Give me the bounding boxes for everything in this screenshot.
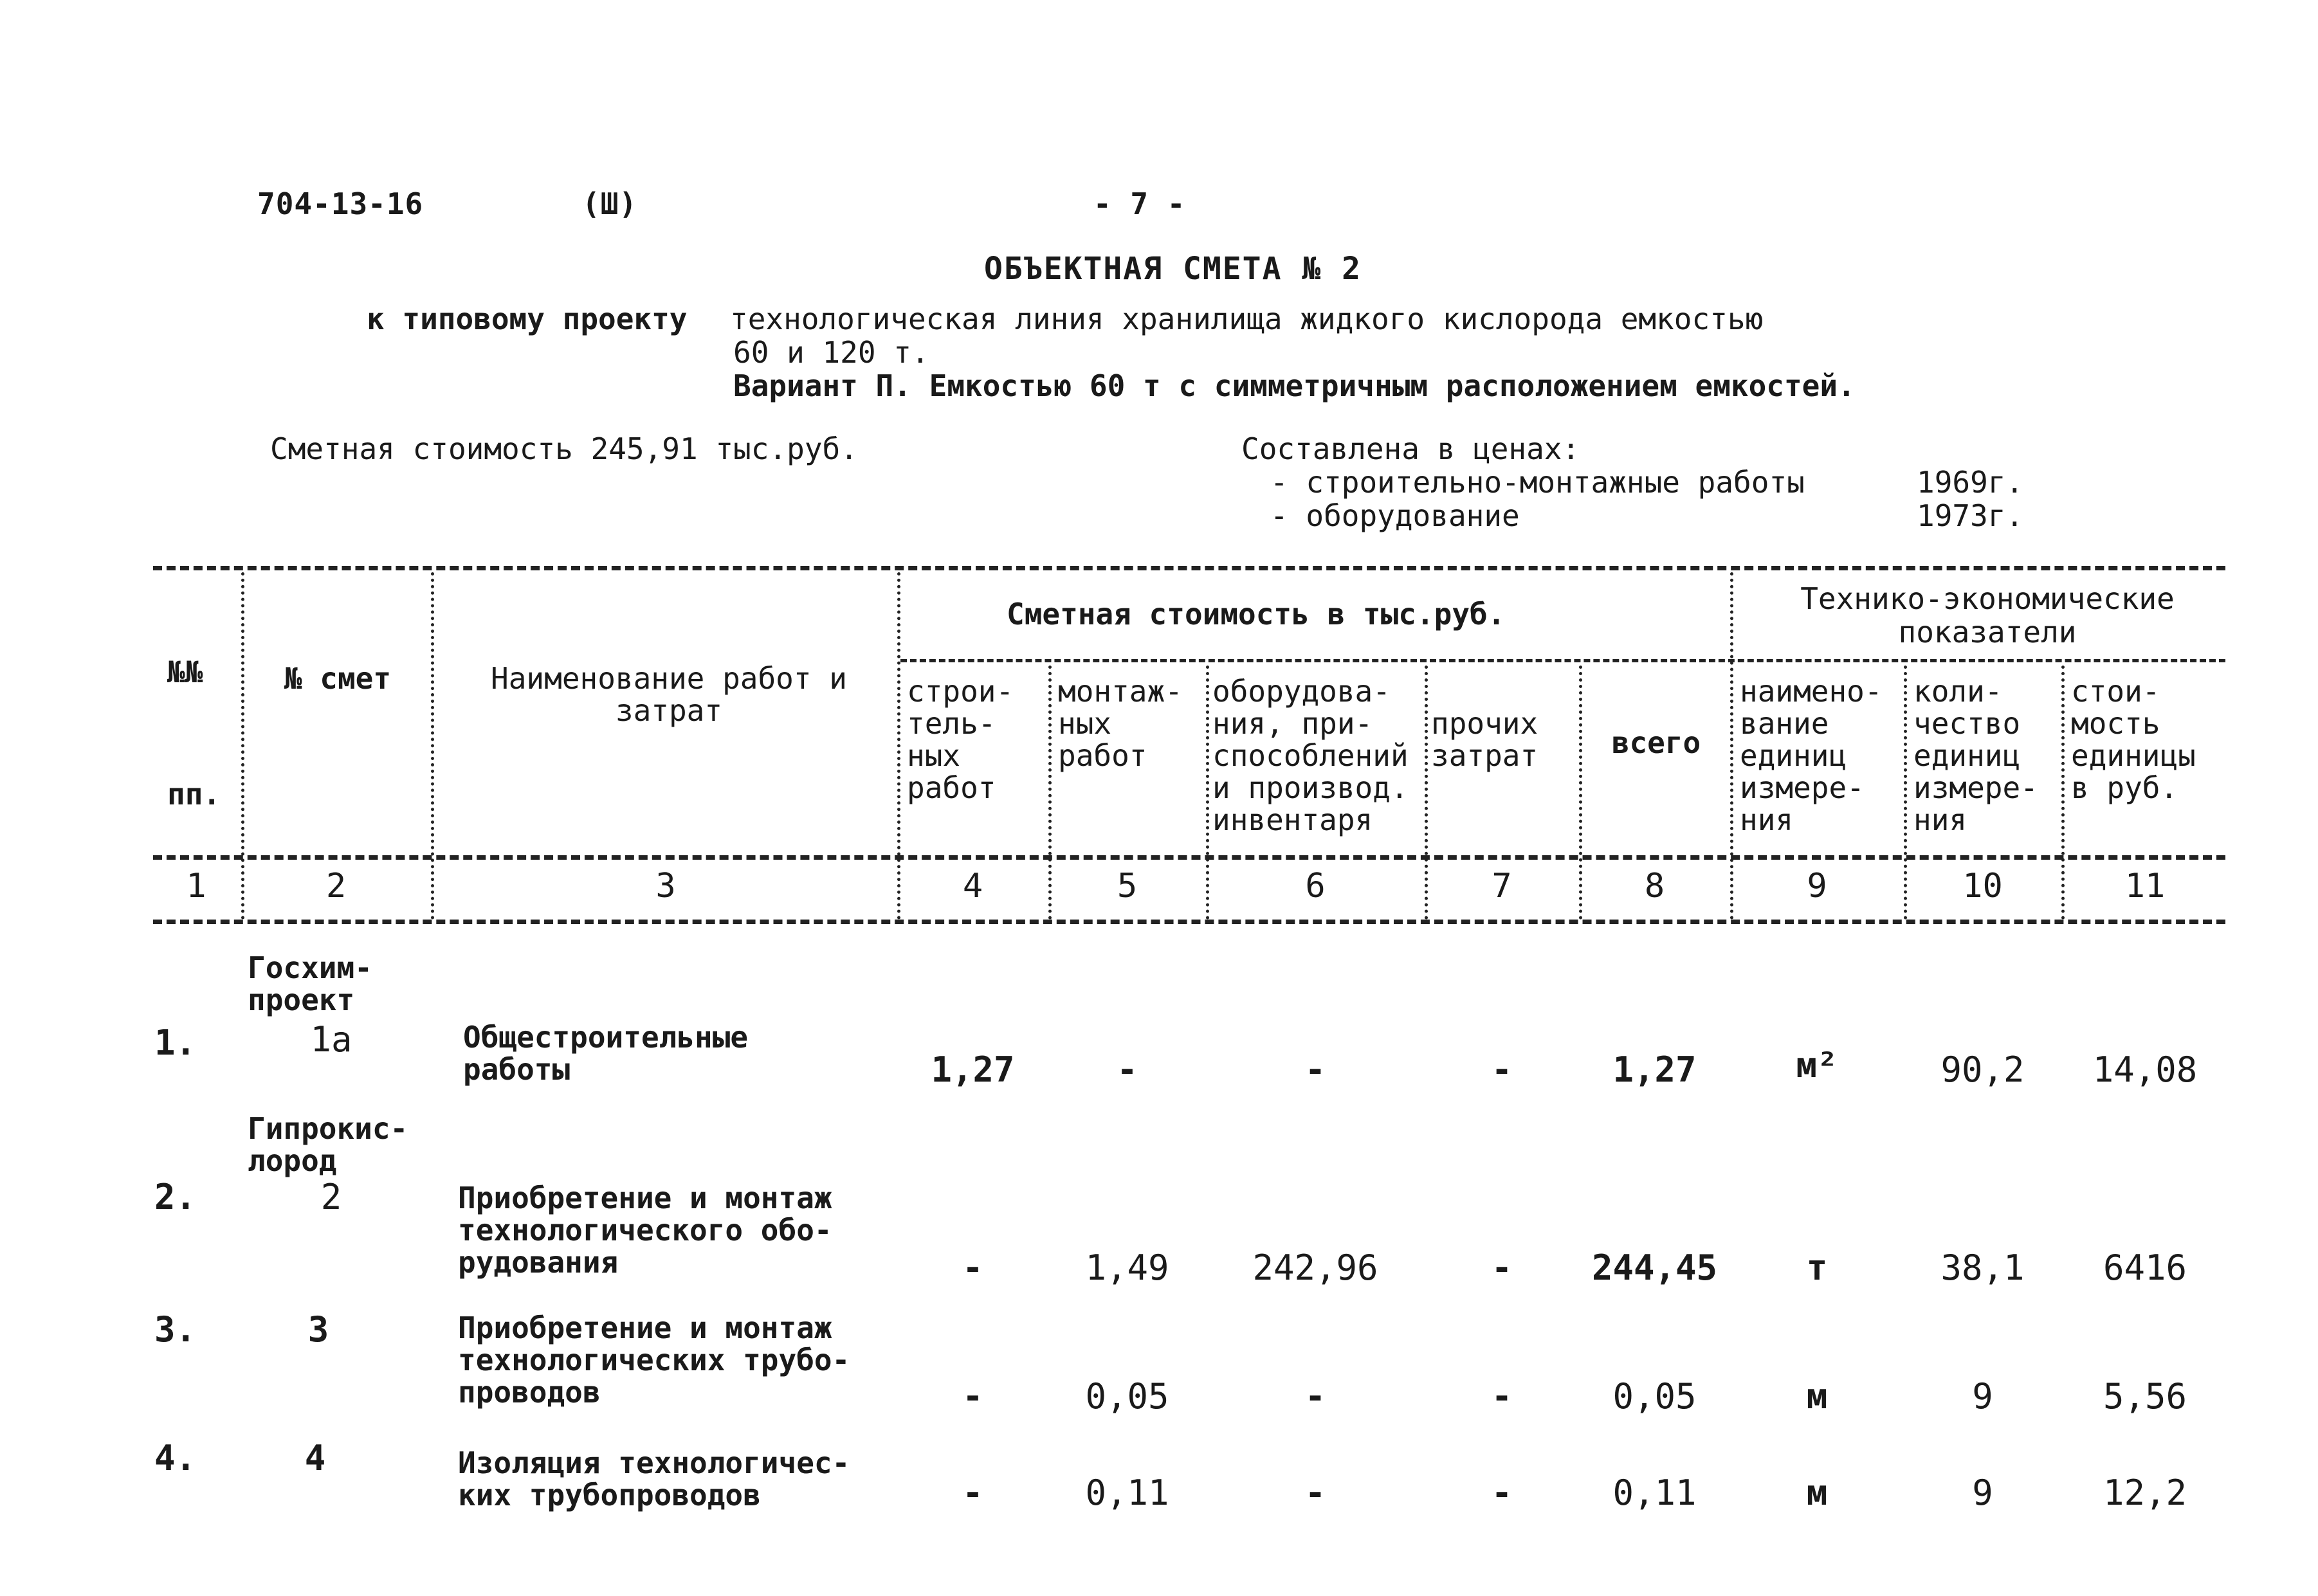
cell-other: -: [1491, 1247, 1513, 1288]
cell-other: -: [1491, 1049, 1513, 1090]
cell-construction: 1,27: [931, 1049, 1015, 1090]
row-smeta: 2: [320, 1177, 342, 1217]
row-name: Приобретение и монтаж технологического обо- рудования: [458, 1181, 832, 1280]
price-item-year: 1973г.: [1917, 498, 2024, 533]
cell-installation: 0,05: [1085, 1376, 1169, 1417]
cell-quantity: 90,2: [1940, 1049, 2025, 1090]
col-number: 2: [325, 867, 347, 905]
col-header-2: № смет: [284, 661, 392, 696]
cell-equipment: -: [1304, 1376, 1326, 1417]
subtitle-line-1: технологическая линия хранилища жидкого кислорода емкостью: [730, 302, 1764, 336]
row-smeta: 3: [307, 1309, 329, 1350]
col-number: 10: [1962, 867, 2003, 905]
col-number: 5: [1117, 867, 1138, 905]
col-number: 7: [1492, 867, 1512, 905]
row-number: 4.: [154, 1438, 197, 1478]
cell-unit-cost: 14,08: [2092, 1049, 2198, 1090]
col-number: 9: [1807, 867, 1827, 905]
cell-quantity: 38,1: [1940, 1247, 2025, 1288]
col-header-5: монтаж- ных работ: [1058, 674, 1183, 773]
row-smeta: 4: [304, 1438, 326, 1478]
row-organization: Гипрокис- лород: [248, 1111, 408, 1178]
cell-unit-cost: 6416: [2103, 1247, 2187, 1288]
cell-other: -: [1491, 1376, 1513, 1417]
estimate-cost: Сметная стоимость 245,91 тыс.руб.: [270, 431, 858, 466]
cell-total: 1,27: [1612, 1049, 1697, 1090]
row-name: Изоляция технологичес- ких трубопроводов: [458, 1446, 850, 1512]
cell-other: -: [1491, 1473, 1513, 1513]
cell-unit: т: [1806, 1247, 1828, 1288]
cell-total: 244,45: [1591, 1247, 1718, 1288]
col-number: 4: [962, 867, 983, 905]
cell-installation: 0,11: [1085, 1473, 1169, 1513]
col-header-10: коли- чество единиц измере- ния: [1913, 674, 2038, 837]
col-number: 6: [1305, 867, 1326, 905]
subtitle-line-3: Вариант П. Емкостью 60 т с симметричным расположением емкостей.: [733, 368, 1856, 403]
cell-unit-cost: 5,56: [2103, 1376, 2187, 1417]
row-organization: Госхим- проект: [248, 950, 372, 1017]
subtitle-line-2: 60 и 120 т.: [733, 335, 929, 370]
cell-total: 0,05: [1612, 1376, 1697, 1417]
col-number: 11: [2124, 867, 2166, 905]
col-number: 8: [1644, 867, 1665, 905]
col-header-6: оборудова- ния, при- способлений и производ. инвентаря: [1212, 674, 1409, 837]
group-header-tech: Технико-экономические показатели: [1800, 581, 2175, 649]
column-header-bottom-rule: [153, 855, 2225, 860]
group-header-rule: [900, 659, 2225, 662]
cell-construction: -: [962, 1376, 983, 1417]
column-separator: [431, 572, 434, 920]
cell-unit: м: [1806, 1473, 1828, 1513]
column-number-bottom-rule: [153, 920, 2225, 924]
cell-construction: -: [962, 1473, 983, 1513]
page-number: - 7 -: [1093, 186, 1186, 221]
price-item-name: - строительно-монтажные работы: [1270, 465, 1805, 500]
col-header-3: Наименование работ и затрат: [491, 661, 847, 728]
row-name: Общестроительные работы: [463, 1020, 749, 1087]
col-header-4: строи- тель- ных работ: [907, 674, 1014, 805]
col-number: 3: [655, 867, 676, 905]
row-number: 3.: [154, 1309, 197, 1350]
col-header-8: всего: [1611, 725, 1701, 760]
price-item-name: - оборудование: [1270, 498, 1520, 533]
row-name: Приобретение и монтаж технологических трубо- проводов: [458, 1310, 850, 1410]
cell-total: 0,11: [1612, 1473, 1697, 1513]
cell-unit: м²: [1796, 1045, 1838, 1085]
subtitle-prefix: к типовому проекту: [367, 302, 688, 336]
document-part: (Ш): [582, 186, 638, 221]
row-smeta: 1а: [310, 1019, 352, 1060]
document-code: 704-13-16: [257, 186, 424, 221]
table-top-rule: [153, 566, 2225, 570]
col-number: 1: [186, 867, 206, 905]
col-header-11: стои- мость единицы в руб.: [2071, 674, 2196, 805]
cell-quantity: 9: [1972, 1376, 1993, 1417]
cell-unit-cost: 12,2: [2103, 1473, 2187, 1513]
cell-unit: м: [1806, 1376, 1828, 1417]
prices-label: Составлена в ценах:: [1241, 431, 1580, 466]
row-number: 2.: [154, 1177, 197, 1217]
cell-equipment: -: [1304, 1473, 1326, 1513]
col-header-7: прочих затрат: [1431, 706, 1538, 773]
col-header-1: №№ пп.: [167, 655, 221, 812]
group-header-cost: Сметная стоимость в тыс.руб.: [1007, 597, 1506, 631]
cell-equipment: 242,96: [1252, 1247, 1378, 1288]
cell-construction: -: [962, 1247, 983, 1288]
cell-installation: -: [1117, 1049, 1138, 1090]
cell-installation: 1,49: [1085, 1247, 1169, 1288]
price-item-year: 1969г.: [1917, 465, 2024, 500]
document-title: ОБЪЕКТНАЯ СМЕТА № 2: [984, 251, 1362, 287]
cell-quantity: 9: [1972, 1473, 1993, 1513]
row-number: 1.: [154, 1022, 197, 1063]
col-header-9: наимено- вание единиц измере- ния: [1740, 674, 1883, 837]
cell-equipment: -: [1304, 1049, 1326, 1090]
